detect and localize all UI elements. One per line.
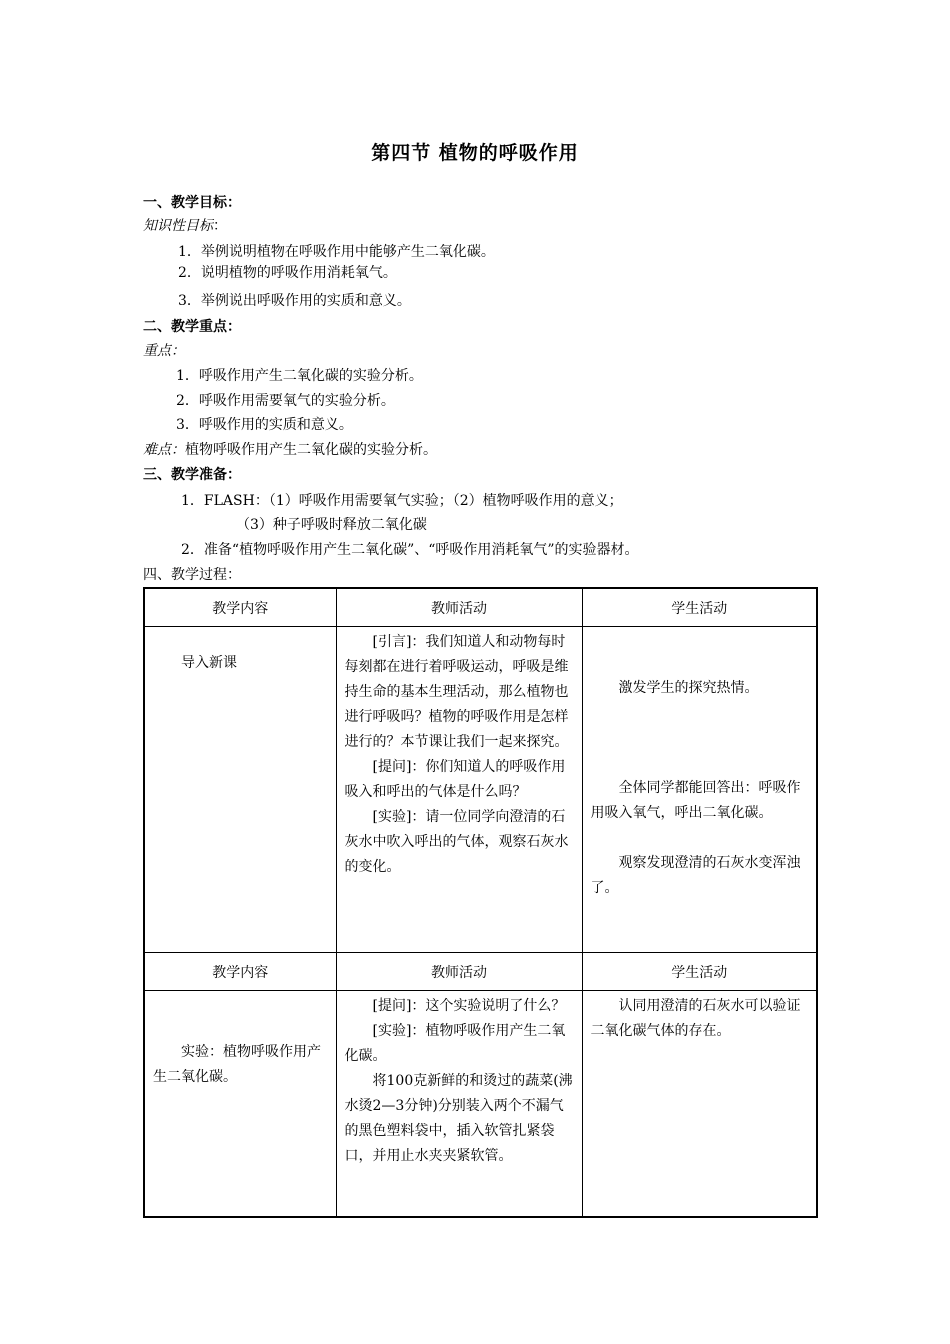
row1-teacher-question: [提问]：你们知道人的呼吸作用吸入和呼出的气体是什么吗？	[344, 759, 566, 800]
row2-teacher-procedure: 将100克新鲜的和烫过的蔬菜(沸水烫2—3分钟)分别装入两个不漏气的黑色塑料袋中，插入软管扎紧袋口，并用止水夹夹紧软管。	[344, 1073, 573, 1164]
difficulty-label: 难点：	[143, 442, 185, 458]
objective-item-3: 3．举例说出呼吸作用的实质和意义。	[178, 293, 411, 309]
key-point-item-1: 1．呼吸作用产生二氧化碳的实验分析。	[176, 368, 423, 384]
row2-content-cell	[144, 991, 336, 1217]
section-heading-objectives: 一、教学目标：	[143, 195, 241, 211]
row1-teacher-experiment: [实验]：请一位同学向澄清的石灰水中吹入呼出的气体，观察石灰水的变化。	[344, 809, 569, 875]
objective-item-1: 1．举例说明植物在呼吸作用中能够产生二氧化碳。	[178, 244, 495, 260]
preparation-item-1-continued: （3）种子呼吸时释放二氧化碳	[236, 517, 427, 533]
lesson-process-table	[143, 587, 818, 1218]
row1-student-interest: 激发学生的探究热情。	[618, 680, 759, 696]
row2-teacher-cell	[336, 991, 582, 1217]
row2-student-cell	[582, 991, 817, 1217]
row1-teacher-cell	[336, 627, 582, 953]
section-heading-process: 四、教学过程：	[143, 567, 241, 583]
preparation-item-1: 1．FLASH：（1）呼吸作用需要氧气实验；（2）植物呼吸作用的意义；	[181, 493, 623, 509]
row1-student-observe: 观察发现澄清的石灰水变浑浊了。	[590, 855, 801, 896]
key-points-label: 重点：	[143, 343, 185, 359]
section-heading-preparation: 三、教学准备：	[143, 467, 241, 483]
row2-teacher-experiment: [实验]：植物呼吸作用产生二氧化碳。	[344, 1023, 566, 1064]
difficulty-line	[143, 440, 437, 460]
header-content: 教学内容	[144, 588, 336, 627]
table-header-row	[144, 588, 817, 627]
row1-content: 导入新课	[181, 655, 237, 671]
table-header-row-repeat	[144, 953, 817, 991]
header-teacher-activity-repeat: 教师活动	[336, 953, 582, 991]
row1-content-cell	[144, 627, 336, 953]
row2-content: 实验：植物呼吸作用产生二氧化碳。	[153, 1044, 321, 1085]
table-row	[144, 991, 817, 1217]
difficulty-text: 植物呼吸作用产生二氧化碳的实验分析。	[185, 442, 437, 458]
row1-teacher-intro: [引言]：我们知道人和动物每时每刻都在进行着呼吸运动，呼吸是维持生命的基本生理活动，那么植物也进行呼吸吗？植物的呼吸作用是怎样进行的？本节课让我们一起来探究。	[344, 634, 569, 750]
header-student-activity: 学生活动	[582, 588, 817, 627]
knowledge-objective-colon: ：	[213, 218, 227, 234]
key-point-item-3: 3．呼吸作用的实质和意义。	[176, 417, 353, 433]
header-content-repeat: 教学内容	[144, 953, 336, 991]
knowledge-objective-label	[143, 216, 227, 236]
table-row	[144, 627, 817, 953]
row1-student-cell	[582, 627, 817, 953]
objective-item-2: 2．说明植物的呼吸作用消耗氧气。	[178, 265, 397, 281]
preparation-item-2: 2．准备“植物呼吸作用产生二氧化碳”、“呼吸作用消耗氧气”的实验器材。	[181, 542, 639, 558]
header-teacher-activity: 教师活动	[336, 588, 582, 627]
row2-teacher-question: [提问]：这个实验说明了什么？	[372, 998, 566, 1014]
key-point-item-2: 2．呼吸作用需要氧气的实验分析。	[176, 393, 395, 409]
section-heading-key-points: 二、教学重点：	[143, 319, 241, 335]
row1-student-answer: 全体同学都能回答出：呼吸作用吸入氧气，呼出二氧化碳。	[590, 780, 801, 821]
page-title: 第四节 植物的呼吸作用	[371, 142, 579, 164]
knowledge-objective-text: 知识性目标	[143, 218, 213, 234]
header-student-activity-repeat: 学生活动	[582, 953, 817, 991]
row2-student-conclusion: 认同用澄清的石灰水可以验证二氧化碳气体的存在。	[590, 998, 801, 1039]
